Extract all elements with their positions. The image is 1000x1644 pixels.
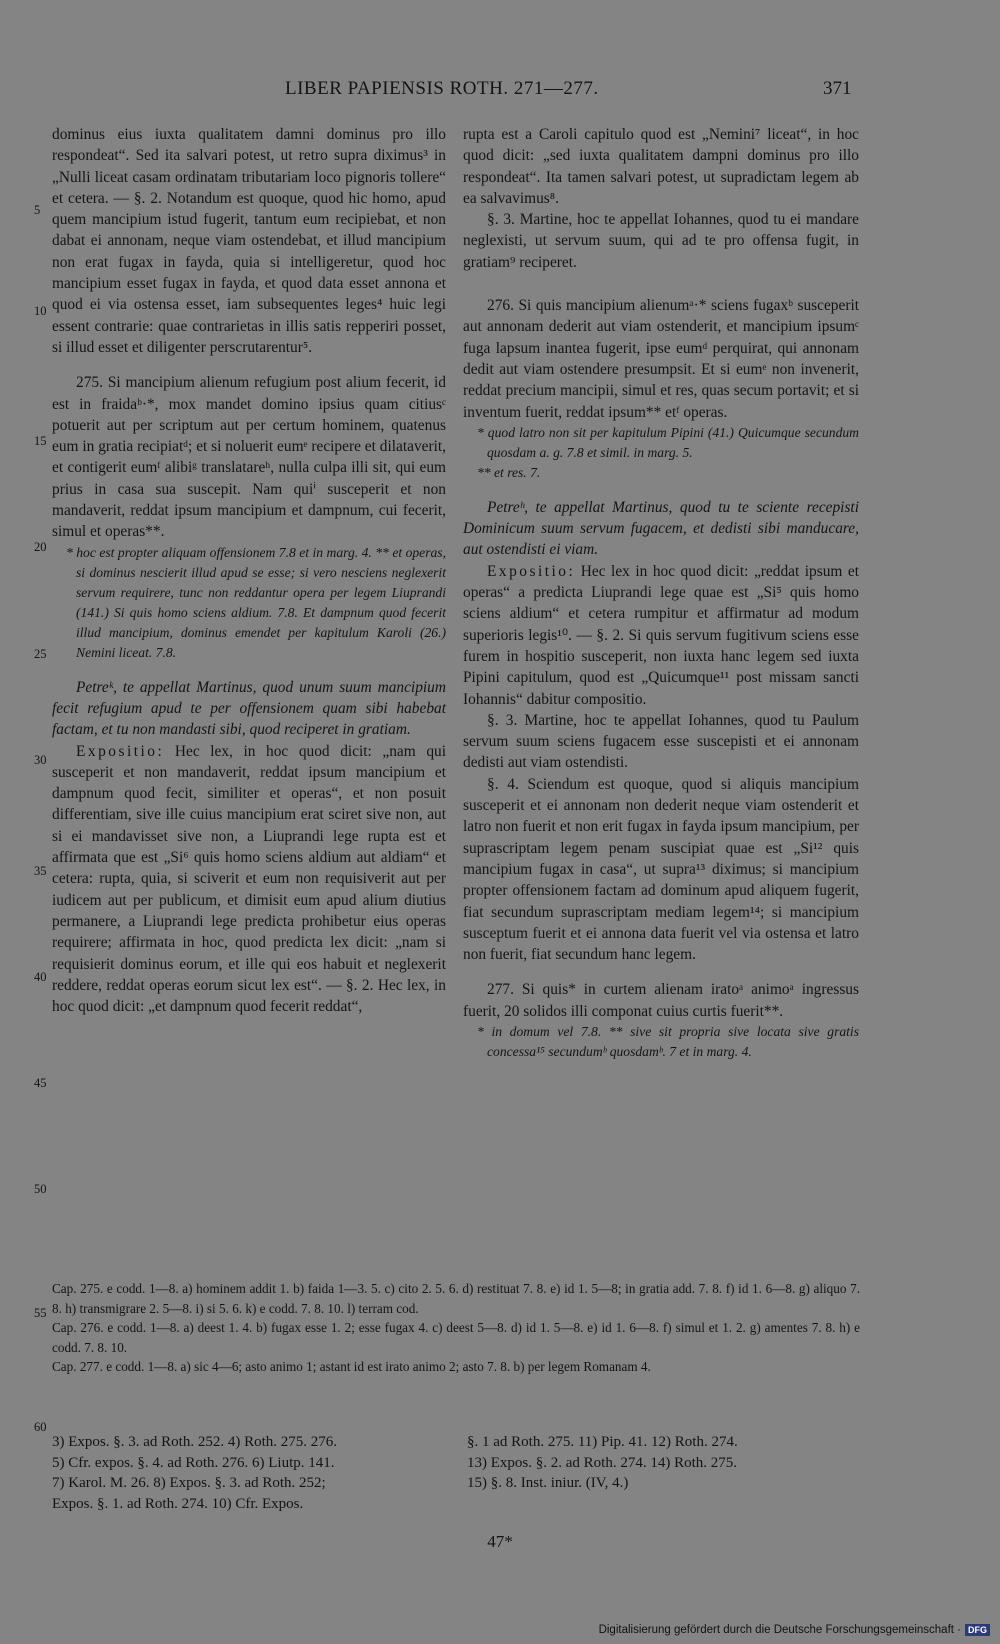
footnote-line: §. 1 ad Roth. 275. 11) Pip. 41. 12) Roth. 274.	[467, 1434, 738, 1450]
law-275: 275. Si mancipium alienum refugium post alium fecerit, id est in fraidaᵇ·*, mox mandet domino ipsius quam citiusᶜ potuerit aut per scriptum aut per certum hominem, quatenus eum in gratia recipiatᵈ; et si noluerit eumᵉ recipere et dilataverit, et contigerit eumᶠ alibiᵍ translatareʰ, nulla culpa illi sit, qui eum prius in casa sua suscepit. Nam quiⁱ susceperit et non mandaverit, reddat ipsum mancipium et dampnum, cui fecerit, simul et operas**.	[52, 374, 446, 541]
footnote-line: 13) Expos. §. 2. ad Roth. 274. 14) Roth. 275.	[467, 1454, 737, 1471]
critical-apparatus	[52, 1279, 860, 1377]
apparatus-entry: Cap. 275. e codd. 1—8. a) hominem addit 1. b) faida 1—3. 5. c) cito 2. 5. 6. d) restituat 7. 8. e) id 1. 5—8; in gratia add. 7. 8. f) id 1. 6—8. g) aliquo 7. 8. h) transmigrare 2. 5—8. i) si 5. 6. k) e codd. 7. 8. 10. l) terram cod.	[52, 1281, 860, 1316]
line-number: 60	[34, 1420, 47, 1434]
expositio-text: Hec lex, in hoc quod dicit: „nam qui susceperit et non mandaverit, reddat ipsum mancipium et dampnum quod fecit, similiter et operas“, et non posuit differentiam, sive ille cuius mancipium erat sciret sive non, aut si ei mandavisset sive non, a Liuprandi lege rupta est et affirmata que est „Si⁶ quis homo sciens aldium aut aldiam“ et cetera: rupta, quia, si sciverit et eum non requisiverit aut per iudicem aut per publicum, et dimisit eum apud alium diutius permanere, a Liuprandi lege predicta prohibetur eius operas requirere; affirmata in hoc, quod predicta lex dicit: „nam si requisierit dominus eorum, et ille qui eos habuit et neglexerit reddere, reddat operas eorum sicut lex est“. — §. 2. Hec lex, in hoc quod dicit: „et dampnum quod fecerit reddat“,	[52, 742, 446, 1016]
line-number: 30	[34, 753, 47, 767]
line-number: 50	[34, 1182, 47, 1196]
variant-note: ** et res. 7.	[477, 464, 541, 480]
footer-text: Digitalisierung gefördert durch die Deutsche Forschungsgemeinschaft ·	[598, 1624, 961, 1636]
line-number: 20	[34, 540, 47, 554]
apparatus-entry: Cap. 276. e codd. 1—8. a) deest 1. 4. b) fugax esse 1. 2; esse fugax 4. c) deest 5—8. d) id 1. 5—8. e) id 1. 6—8. f) simul et 1. 2. g) amentes 7. 8. h) e codd. 7. 8. 10.	[52, 1320, 860, 1355]
footnote-line: 7) Karol. M. 26. 8) Expos. §. 3. ad Roth. 252;	[52, 1475, 326, 1491]
expositio-label: Expositio:	[76, 742, 165, 760]
page-number: 371	[823, 78, 852, 99]
paragraph: rupta est a Caroli capitulo quod est „Nemini⁷ liceat“, in hoc quod dicit: „sed iuxta qualitatem dampni dominus pro illo respondeat“. Ita tamen salvari potest, ut supradictam legem ab ea salvavimus⁸.	[463, 126, 859, 207]
paragraph: §. 3. Martine, hoc te appellat Iohannes, quod tu Paulum servum suum sciens fugacem esse suscepisti et ei annonam dedisti aut viam ostendisti.	[463, 711, 859, 772]
formula-petre: Petreᵏ, te appellat Martinus, quod unum suum mancipium fecit refugium apud te per offensionem quam sibi habebat factam, et tu non mandasti sibi, quod reciperet in gratiam.	[52, 678, 446, 739]
law-277: 277. Si quis* in curtem alienam iratoᵃ animoᵃ ingressus fuerit, 20 solidos illi componat cuius curtis fuerit**.	[463, 981, 859, 1020]
formula-petre: Petreʰ, te appellat Martinus, quod tu te sciente recepisti Dominicum suum servum fugacem, et dedisti sibi manducare, aut ostendisti ei viam.	[463, 498, 859, 559]
line-number: 40	[34, 970, 47, 984]
footnotes-left	[52, 1432, 445, 1514]
margin-line-numbers	[28, 0, 50, 1644]
dfg-logo: DFG	[965, 1624, 990, 1636]
footnotes	[52, 1432, 860, 1514]
expositio-paragraph	[52, 741, 446, 1018]
line-number: 55	[34, 1306, 47, 1320]
line-number: 45	[34, 1076, 47, 1090]
expositio-text: Hec lex in hoc quod dicit: „reddat ipsum et operas“ a predicta Liuprandi lege quae est „Si⁵ quis homo sciens aldium“ et cetera rumpitur et affirmatur ad modum superioris legis¹⁰. — §. 2. Si quis servum fugitivum sciens esse furem in hospitio susceperit, non iuxta hanc legem sed iuxta Pipini capitulum, quod est „Quicumque¹¹ post missam sancti Iohannis“ dabitur compositio.	[463, 562, 859, 708]
paragraph: §. 4. Sciendum est quoque, quod si aliquis mancipium susceperit et ei annonam non dederit neque viam ostenderit et latro non fuerit et non erit fugax in fayda ipsum mancipium, per suprascriptam legem penam suscipiat quae est „Si¹² quis mancipium fugax in casa“, ut supra¹³ diximus; si mancipium propter offensionem factam ad dominum apud aliquem fugerit, fiat secundum suprascriptam mediam legem¹⁴; si mancipium susceptum fuerit et ei annona data fuerit vel via ostensa et latro non fuerit, fiat secundum hanc legem.	[463, 775, 859, 964]
paragraph: dominus eius iuxta qualitatem damni dominus pro illo respondeat“. Sed ita salvari potest, ut retro supra diximus³ in „Nulli liceat casam ordinatam tributariam loco pignoris tollere“ et cetera. — §. 2. Notandum est quoque, quod hic homo, apud quem mancipium istud fugerit, tantum eum recipiebat, et non dabat ei annonam, neque viam ostendebat, et illud mancipium non erat fugax in fayda, quia si intelligeretur, quod hoc mancipium esset fugax in fayda, et quod data esset annona et quod ei via ostensa esset, iam subsequentes leges⁴ huic legi essent contrarie: quae contrarietas in illis satis repperiri posset, si illud esset et diligenter perscrutarentur⁵.	[52, 126, 446, 356]
variant-note: * hoc est propter aliquam offensionem 7.8 et in marg. 4. ** et operas, si dominus nescierit illud apud se esse; si vero nesciens neglexerit servum requirere, tunc non reddantur opera per legem Liuprandi (141.) Si quis homo sciens aldium. 7.8. Et dampnum quod fecerit illud mancipium, dominus emendet per kapitulum Karoli (26.) Nemini liceat. 7.8.	[66, 544, 446, 660]
right-column	[463, 124, 859, 1062]
line-number: 10	[34, 304, 47, 318]
expositio-paragraph	[463, 561, 859, 710]
expositio-label: Expositio:	[487, 562, 576, 580]
signature-mark: 47*	[487, 1532, 513, 1551]
law-276: 276. Si quis mancipium alienumᵃ·* sciens fugaxᵇ susceperit aut annonam dederit aut viam ostenderit, et mancipium ipsumᶜ fuga lapsum inantea fugerit, ipse eumᵈ perquirat, qui annonam dedit aut viam ostendere presumpsit. Et si eumᵉ non invenerit, reddat precium mancipii, simul et res, quas secum portavit; et si inventum fuerit, reddat ipsum** etᶠ operas.	[463, 297, 859, 421]
line-number: 5	[34, 203, 41, 217]
paragraph: §. 3. Martine, hoc te appellat Iohannes, quod tu ei mandare neglexisti, ut servum suum, qui ad te pro offensa fugit, in gratiam⁹ reciperet.	[463, 211, 859, 271]
line-number: 15	[34, 434, 47, 448]
line-number: 35	[34, 864, 47, 878]
variant-note: * in domum vel 7.8. ** sive sit propria sive locata sive gratis concessa¹⁵ secundumᵇ quosdamᵇ. 7 et in marg. 4.	[477, 1023, 859, 1059]
running-title: LIBER PAPIENSIS ROTH. 271—277.	[285, 78, 599, 99]
left-column	[52, 124, 446, 1017]
footer-credit	[599, 1624, 990, 1636]
running-head	[0, 78, 1000, 106]
footnote-line: 3) Expos. §. 3. ad Roth. 252. 4) Roth. 275. 276.	[52, 1434, 337, 1450]
line-number: 25	[34, 647, 47, 661]
footnote-line: 5) Cfr. expos. §. 4. ad Roth. 276. 6) Liutp. 141.	[52, 1454, 335, 1471]
variant-note: * quod latro non sit per kapitulum Pipini (41.) Quicumque secundum quosdam a. g. 7.8 et simil. in marg. 5.	[477, 424, 859, 460]
footnote-line: 15) §. 8. Inst. iniur. (IV, 4.)	[467, 1475, 629, 1491]
footnotes-right	[467, 1432, 860, 1514]
footnote-line: Expos. §. 1. ad Roth. 274. 10) Cfr. Expos.	[52, 1495, 304, 1512]
apparatus-entry: Cap. 277. e codd. 1—8. a) sic 4—6; asto animo 1; astant id est irato animo 2; asto 7. 8. b) per legem Romanam 4.	[52, 1359, 651, 1375]
